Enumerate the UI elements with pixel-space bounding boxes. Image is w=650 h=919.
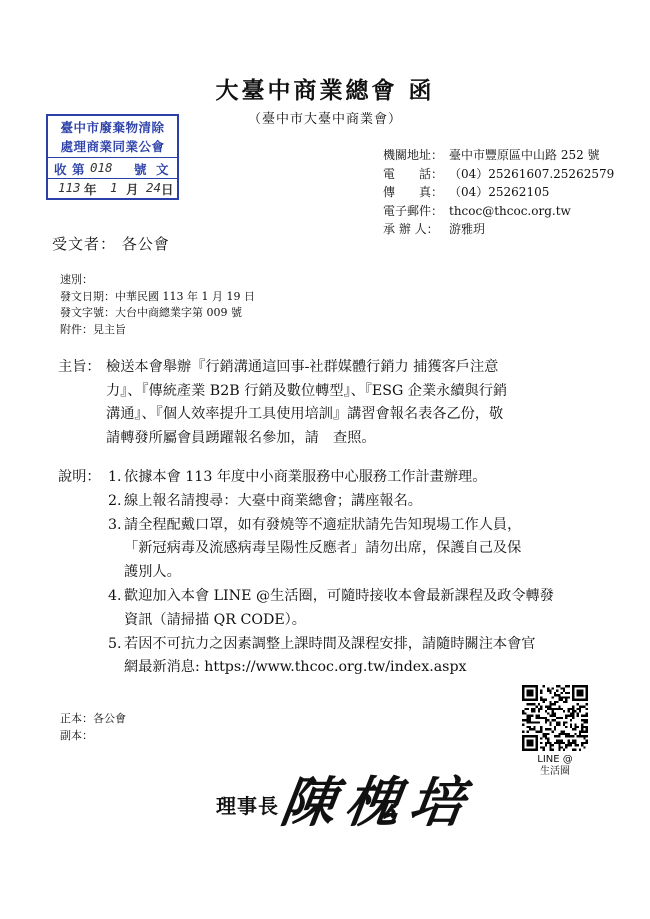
explanation-item-line: 護別人。	[124, 564, 181, 581]
stamp-org-line1: 臺中市廢棄物清除	[60, 120, 165, 135]
subject-line: 溝通』、『個人效率提升工具使用培訓』講習會報名表各乙份，敬	[106, 406, 504, 422]
stamp-recv-prefix: 第	[72, 162, 85, 177]
subject-line: 力』、『傳統產業 B2B 行銷及數位轉型』、『ESG 企業永續與行銷	[106, 382, 508, 399]
stamp-date-day: 24	[146, 180, 162, 195]
subject-body	[106, 356, 616, 450]
qr-code-icon[interactable]	[522, 685, 588, 751]
explanation-item-line: 線上報名請搜尋：大臺中商業總會；講座報名。	[124, 492, 422, 509]
explanation-item	[108, 633, 613, 681]
explanation-item-number: 4.	[108, 587, 122, 604]
stamp-org-line2: 處理商業同業公會	[60, 139, 165, 154]
meta-doc-number: 發文字號：大台中商總業字第 009 號	[60, 306, 242, 320]
explanation-label: 說明：	[58, 469, 101, 485]
carbon-copy: 副本：	[60, 728, 93, 742]
document-meta	[60, 272, 255, 338]
org-fax-row	[383, 183, 614, 202]
organization-info	[383, 146, 614, 239]
explanation-item-number: 3.	[108, 516, 122, 533]
document-title: 大臺中商業總會 函	[215, 77, 435, 104]
explanation-item	[108, 514, 613, 585]
explanation-item-line[interactable]: 網最新消息: https://www.thcoc.org.tw/index.aspx	[124, 659, 467, 676]
subject-line: 檢送本會舉辦『行銷溝通這回事-社群媒體行銷力 捕獲客戶注意	[106, 359, 499, 375]
stamp-date-year-label: 年	[84, 182, 97, 197]
stamp-recv-number: 018	[90, 160, 113, 175]
explanation-item-line: 「新冠病毒及流感病毒呈陽性反應者」請勿出席，保護自己及保	[124, 540, 522, 557]
original-copy: 正本：各公會	[60, 712, 126, 725]
stamp-date-month-label: 月	[126, 182, 139, 197]
signature-title: 理事長	[216, 794, 279, 818]
subject-line: 請轉發所屬會員踴躍報名參加，請 查照。	[106, 429, 376, 446]
explanation-item-line: 若因不可抗力之因素調整上課時間及課程安排，請隨時關注本會官	[124, 635, 536, 652]
received-stamp	[46, 114, 179, 200]
qr-caption-line1: LINE @	[537, 754, 573, 765]
org-address-value: 臺中市豐原區中山路 252 號	[449, 148, 600, 162]
explanation-item	[108, 585, 613, 633]
stamp-date-day-label: 日	[161, 182, 174, 197]
explanation-item-number: 1.	[108, 469, 122, 485]
stamp-date-month: 1	[110, 180, 118, 195]
org-phone-row	[383, 165, 614, 184]
stamp-recv-suffix: 號	[134, 162, 147, 177]
explanation-list	[108, 466, 613, 680]
stamp-recv-label: 收	[54, 162, 67, 177]
explanation-item-number: 2.	[108, 492, 122, 509]
document-subtitle: （臺中市大臺中商業會）	[247, 112, 402, 127]
explanation-item-line: 依據本會 113 年度中小商業服務中心服務工作計畫辦理。	[124, 469, 487, 485]
org-contact-label: 承 辦 人：	[383, 222, 439, 236]
stamp-recv-doc: 文	[156, 162, 169, 177]
org-fax-label: 傳 真：	[383, 185, 444, 199]
org-phone-value: （04）25261607.25262579	[449, 166, 615, 181]
signature-name: 陳槐培	[277, 770, 479, 834]
qr-caption-line2: 生活圈	[540, 766, 570, 777]
org-email-row	[383, 202, 614, 221]
org-fax-value: （04）25262105	[449, 185, 550, 199]
explanation-item-number: 5.	[108, 635, 122, 652]
org-contact-value: 游雅玥	[449, 222, 486, 236]
explanation-item-line: 歡迎加入本會 LINE @生活圈，可隨時接收本會最新課程及政令轉發	[124, 587, 554, 604]
meta-speed: 速別：	[60, 273, 93, 286]
copies-section	[60, 711, 126, 745]
explanation-item	[108, 466, 613, 490]
org-email-label: 電子郵件：	[383, 203, 444, 218]
org-email-value[interactable]: thcoc@thcoc.org.tw	[449, 203, 571, 218]
explanation-item-line: 資訊（請掃描 QR CODE）。	[124, 611, 306, 628]
org-address-label: 機關地址：	[383, 148, 444, 162]
recipient: 受文者： 各公會	[52, 235, 170, 253]
stamp-receipt-row	[48, 157, 177, 179]
org-phone-label: 電 話：	[383, 166, 444, 181]
subject-label: 主旨：	[58, 359, 101, 375]
qr-caption	[510, 754, 600, 778]
stamp-date-year: 113	[58, 180, 81, 195]
meta-issue-date: 發文日期：中華民國 113 年 1 月 19 日	[60, 289, 255, 303]
explanation-item-line: 請全程配戴口罩，如有發燒等不適症狀請先告知現場工作人員，	[124, 516, 522, 533]
org-address-row	[383, 146, 614, 165]
explanation-item	[108, 490, 613, 514]
meta-attachment: 附件：見主旨	[60, 322, 126, 336]
org-contact-row	[383, 220, 614, 239]
